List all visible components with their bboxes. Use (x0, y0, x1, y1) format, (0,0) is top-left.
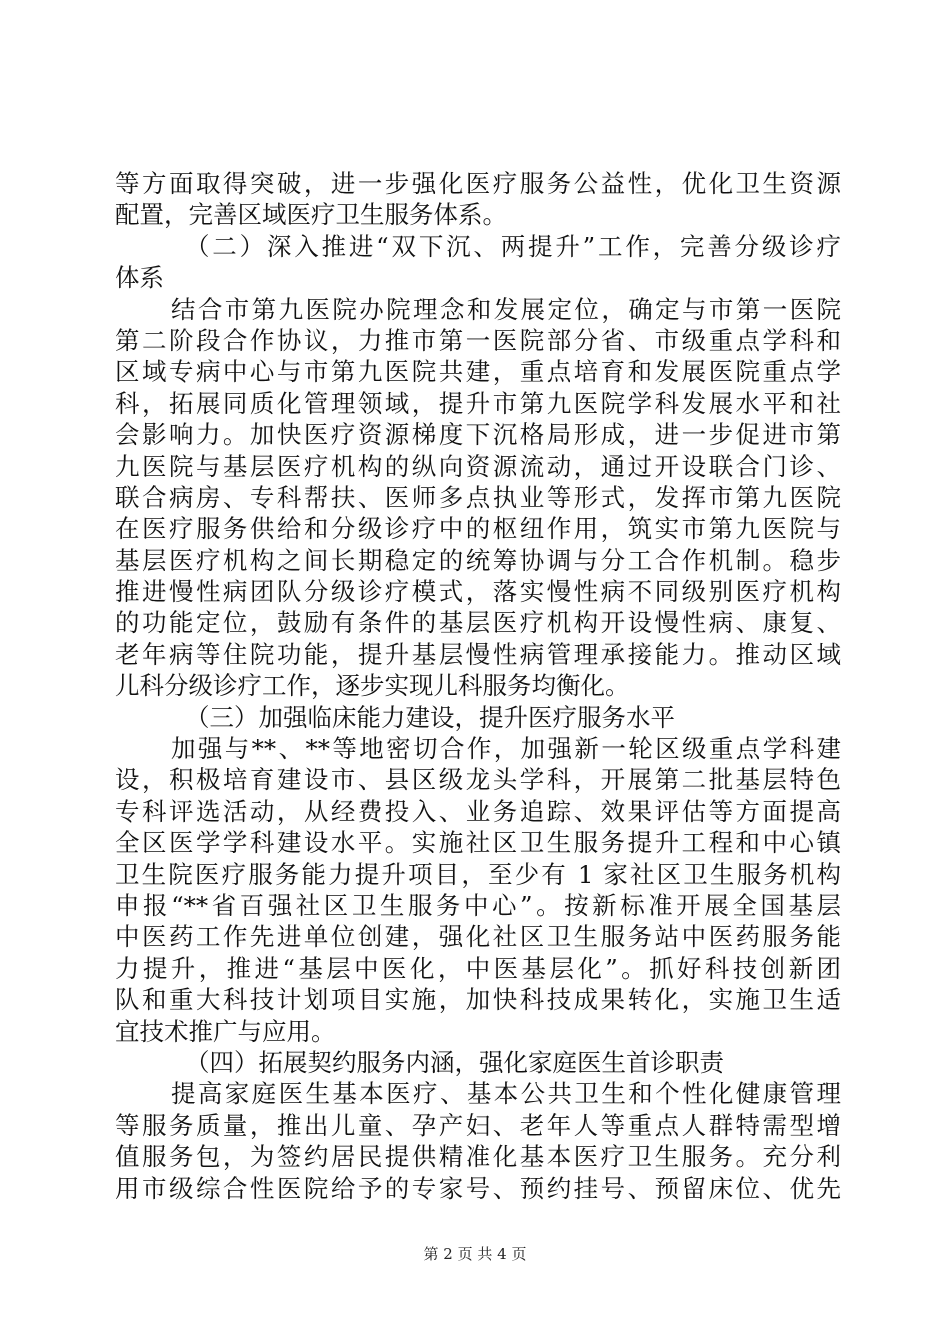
text-line: 的功能定位，鼓励有条件的基层医疗机构开设慢性病、康复、 (115, 608, 841, 638)
document-body (115, 168, 841, 1204)
text-line: 专科评选活动，从经费投入、业务追踪、效果评估等方面提高 (115, 796, 841, 826)
text-line: 配置，完善区域医疗卫生服务体系。 (115, 200, 507, 230)
text-line: 基层医疗机构之间长期稳定的统筹协调与分工合作机制。稳步 (115, 545, 841, 575)
text-line: 在医疗服务供给和分级诊疗中的枢纽作用，筑实市第九医院与 (115, 514, 841, 544)
text-line: 全区医学学科建设水平。实施社区卫生服务提升工程和中心镇 (115, 828, 841, 858)
text-line: 联合病房、专科帮扶、医师多点执业等形式，发挥市第九医院 (115, 482, 841, 512)
text-line: 宜技术推广与应用。 (115, 1016, 336, 1046)
text-line: 科，拓展同质化管理领域，提升市第九医院学科发展水平和社 (115, 388, 841, 418)
text-line: 力提升，推进“基层中医化，中医基层化”。抓好科技创新团 (115, 953, 841, 983)
text-line: 结合市第九医院办院理念和发展定位，确定与市第一医院 (171, 294, 841, 324)
text-line: 体系 (115, 263, 164, 293)
text-line: 老年病等住院功能，提升基层慢性病管理承接能力。推动区域 (115, 639, 841, 669)
text-line: 等方面取得突破，进一步强化医疗服务公益性，优化卫生资源 (115, 169, 841, 198)
text-line: 用市级综合性医院给予的专家号、预约挂号、预留床位、优先 (115, 1173, 841, 1203)
text-line: 提高家庭医生基本医疗、基本公共卫生和个性化健康管理 (171, 1079, 841, 1109)
text-line: 九医院与基层医疗机构的纵向资源流动，通过开设联合门诊、 (115, 451, 841, 481)
text-line: 等服务质量，推出儿童、孕产妇、老年人等重点人群特需型增 (115, 1110, 841, 1140)
text-line: 队和重大科技计划项目实施，加快科技成果转化，实施卫生适 (115, 985, 841, 1015)
text-line: 设，积极培育建设市、县区级龙头学科，开展第二批基层特色 (115, 765, 841, 795)
text-line: 第二阶段合作协议，力推市第一医院部分省、市级重点学科和 (115, 325, 841, 355)
page-number-footer: 第 2 页 共 4 页 (423, 1245, 527, 1263)
text-line: 会影响力。加快医疗资源梯度下沉格局形成，进一步促进市第 (115, 420, 841, 450)
text-line: 值服务包，为签约居民提供精准化基本医疗卫生服务。充分利 (115, 1142, 841, 1172)
text-line: 推进慢性病团队分级诊疗模式，落实慢性病不同级别医疗机构 (115, 577, 841, 607)
text-line: 申报“**省百强社区卫生服务中心”。按新标准开展全国基层 (115, 890, 841, 920)
text-line: 卫生院医疗服务能力提升项目，至少有 1 家社区卫生服务机构 (115, 859, 841, 889)
text-line: 加强与**、**等地密切合作，加强新一轮区级重点学科建 (171, 734, 841, 764)
text-line: 儿科分级诊疗工作，逐步实现儿科服务均衡化。 (115, 671, 630, 701)
text-line: （四）拓展契约服务内涵，强化家庭医生首诊职责 (185, 1047, 724, 1077)
text-line: 中医药工作先进单位创建，强化社区卫生服务站中医药服务能 (115, 922, 841, 952)
text-line: （二）深入推进“双下沉、两提升”工作，完善分级诊疗 (185, 231, 841, 261)
text-line: （三）加强临床能力建设，提升医疗服务水平 (185, 702, 675, 732)
text-line: 区域专病中心与市第九医院共建，重点培育和发展医院重点学 (115, 357, 841, 387)
